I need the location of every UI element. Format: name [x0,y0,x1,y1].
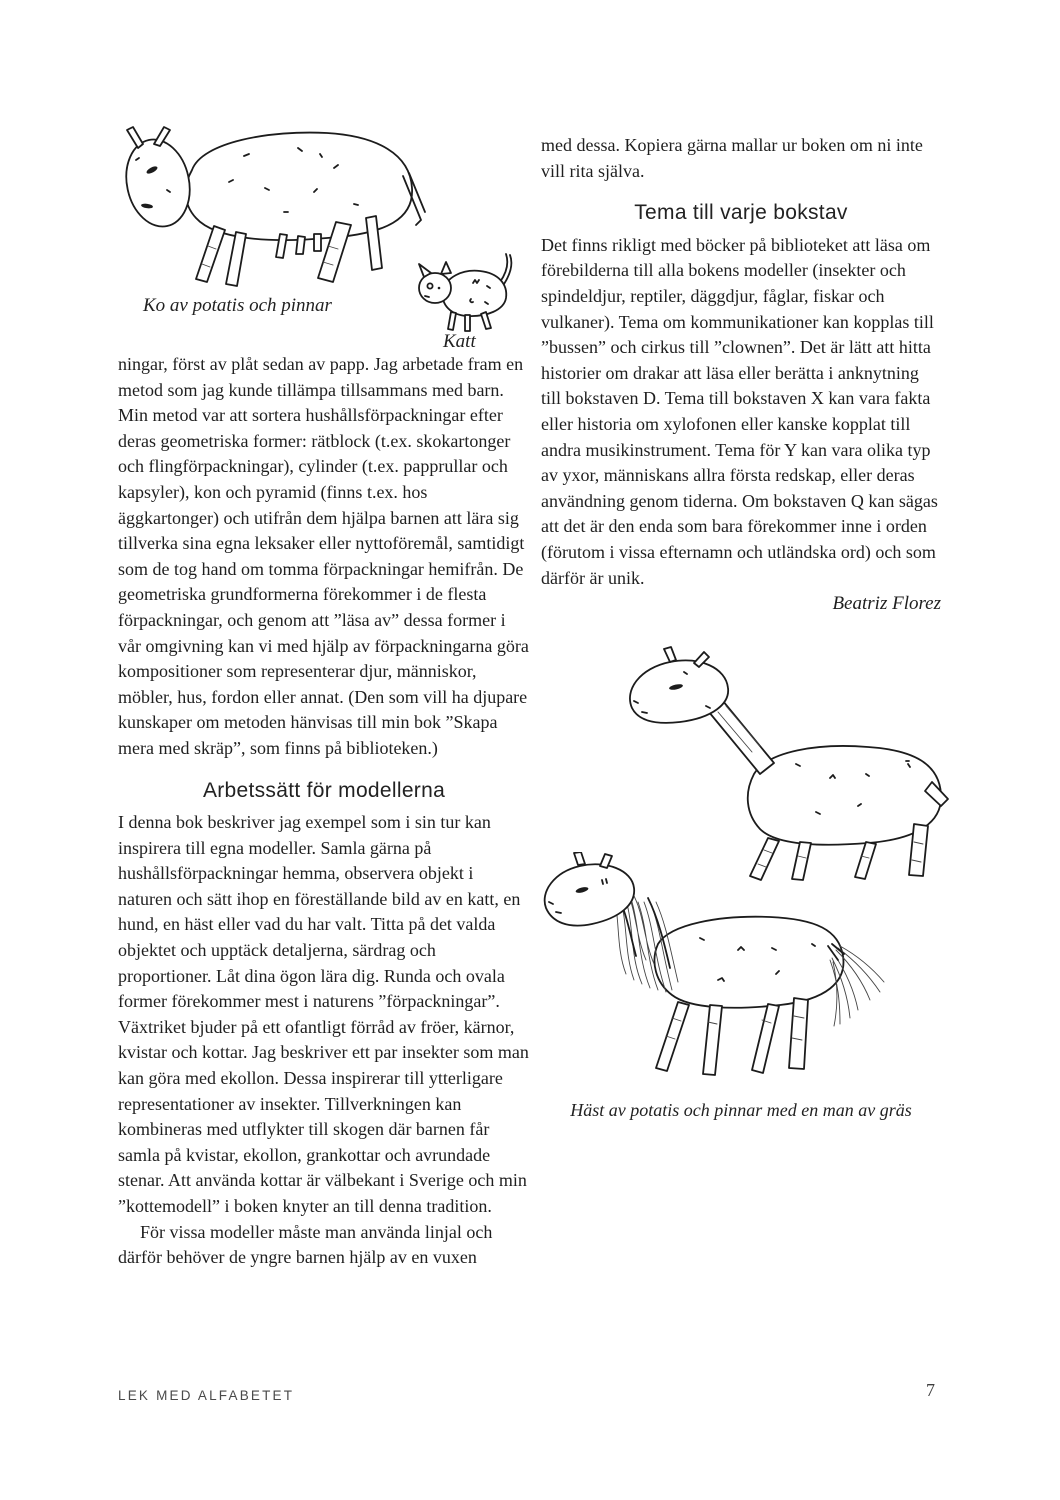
footer-book-title: LEK MED ALFABETET [118,1388,295,1403]
right-paragraph-2: Det finns rikligt med böcker på biblioteket att läsa om förebilderna till alla bokens modeller (insekter och spindeldjur, reptiler, däggdjur, fåglar, fiskar och vulkaner). Tema om kommunikationer kan kopplas till ”bussen” och cirkus till ”clownen”. Det är lätt att hitta historier om drakar att läsa eller berätta i anknytning till bokstaven D. Tema till bokstaven X kan vara fakta eller historia om xylofonen eller kanske kopplat till andra musikinstrument. Tema för Y kan vara olika typ av yxor, människans allra första redskap, eller deras användning genom tiderna. Om bokstaven Q kan sägas att det är den enda som bara förekommer inne i orden (förutom i vissa efternamn och utländska ord) och som därför är unik. [541,234,938,588]
left-section-heading: Arbetssätt för modellerna [202,778,446,802]
left-paragraph-1: ningar, först av plåt sedan av papp. Jag arbetade fram en metod som jag kunde tillämpa tillsammans med barn. Min metod var att sortera hushållsförpackningar efter deras geometriska former: rätblock (t.ex. skokartonger och flingförpackningar), cylinder (t.ex. papprullar och kapsyler), kon och pyramid (finns t.ex. hos äggkartonger) och utifrån dem hjälpa barnen att lära sig tillverka sina egna leksaker eller nyttoföremål, samtidigt som de tog hand om tomma förpackningar hemifrån. De geometriska grundformerna förekommer i de flesta förpackningar, och genom att ”läsa av” dessa former i vår omgivning kan vi med hjälp av förpackningarna göra kompositioner som representerar djur, människor, möbler, hus, fordon eller annat. (Den som vill ha djupare kunskaper om metoden hänvisas till min bok ”Skapa mera med skräp”, som finns på biblioteken.) [118,354,529,758]
horses-caption: Häst av potatis och pinnar med en man av gräs [570,1100,912,1120]
cat-drawing [415,250,517,334]
cat-caption: Katt [443,331,476,352]
cow-drawing [122,126,427,291]
right-section-heading: Tema till varje bokstav [634,201,848,225]
horse-drawing-1 [618,646,952,886]
horse-drawing-2 [540,852,892,1094]
right-paragraph-1: med dessa. Kopiera gärna mallar ur boken om ni inte vill rita själva. [541,135,923,181]
left-paragraph-3: För vissa modeller måste man använda linjal och därför behöver de yngre barnen hjälp av en vuxen [118,1221,493,1268]
left-column [118,352,530,1271]
author-signature: Beatriz Florez [832,593,941,615]
cow-caption: Ko av potatis och pinnar [143,295,332,316]
footer-page-number: 7 [926,1380,935,1400]
left-paragraph-2: I denna bok beskriver jag exempel som i sin tur kan inspirera till egna modeller. Samla gärna på hushållsförpackningar hemma, observera objekt i naturen och sätt ihop en föreställande bild av en katt, en hund, en häst eller vad du har valt. Titta på det valda objektet och upptäck detaljerna, särdrag och proportioner. Låt dina ögon lära dig. Runda och ovala former förekommer mest i naturens ”förpackningar”. Växtriket bjuder på ett ofantligt förråd av fröer, kärnor, kvistar och kottar. Jag beskriver ett par insekter som man kan göra med ekollon. Dessa inspirerar till ytterligare representationer av insekter. Tillverkningen kan kombineras med utflykter till skogen där barnen får samla på kvistar, ekollon, grankottar och avrundade stenar. Att använda kottar är välbekant i Sverige och min ”kottemodell” i boken knyter an till denna tradition. [118,812,529,1216]
right-column [541,133,941,617]
